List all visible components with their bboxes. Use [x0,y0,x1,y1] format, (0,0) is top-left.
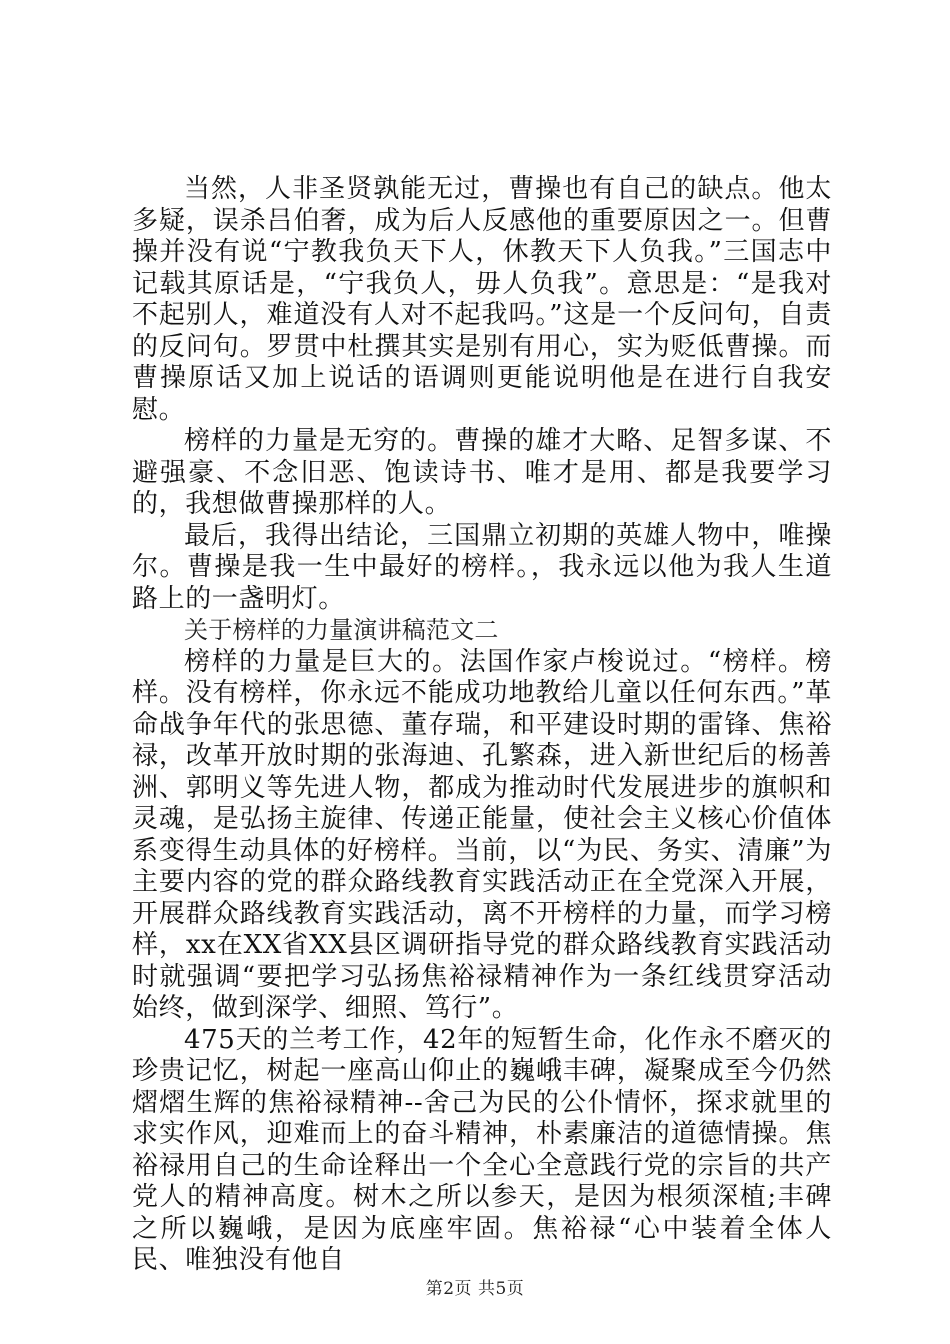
document-body [132,174,832,1277]
section-heading: 关于榜样的力量演讲稿范文二 [184,616,499,644]
paragraph-caocao-flaws: 当然，人非圣贤孰能无过，曹操也有自己的缺点。他太多疑，误杀吕伯奢，成为后人反感他的重要原因之一。但曹操并没有说“宁教我负天下人，休教天下人负我。”三国志中记载其原话是，“宁我负人，毋人负我”。意思是：“是我对不起别人，难道没有人对不起我吗。”这是一个反问句，自责的反问句。罗贯中杜撰其实是别有用心，实为贬低曹操。而曹操原话又加上说话的语调则更能说明他是在进行自我安慰。 [132,174,832,425]
page-footer: 第2页 共5页 [425,1279,525,1299]
paragraph-rousseau-quote: 榜样的力量是巨大的。法国作家卢梭说过。“榜样。榜样。没有榜样，你永远不能成功地教给儿童以任何东西。”革命战争年代的张思德、董存瑞，和平建设时期的雷锋、焦裕禄，改革开放时期的张海迪、孔繁森，进入新世纪后的杨善洲、郭明义等先进人物，都成为推动时代发展进步的旗帜和灵魂，是弘扬主旋律、传递正能量，使社会主义核心价值体系变得生动具体的好榜样。当前，以“为民、务实、清廉”为主要内容的党的群众路线教育实践活动正在全党深入开展，开展群众路线教育实践活动，离不开榜样的力量，而学习榜样，xx在XX省XX县区调研指导党的群众路线教育实践活动时就强调“要把学习弘扬焦裕禄精神作为一条红线贯穿活动始终，做到深学、细照、笃行”。 [132,646,832,1023]
paragraph-role-model-power: 榜样的力量是无穷的。曹操的雄才大略、足智多谋、不避强豪、不念旧恶、饱读诗书、唯才是用、都是我要学习的，我想做曹操那样的人。 [132,426,832,519]
paragraph-conclusion: 最后，我得出结论，三国鼎立初期的英雄人物中，唯操尔。曹操是我一生中最好的榜样。，我永远以他为我人生道路上的一盏明灯。 [132,520,832,614]
paragraph-jiao-yulu: 475天的兰考工作，42年的短暂生命，化作永不磨灭的珍贵记忆，树起一座高山仰止的巍峨丰碑，凝聚成至今仍然熠熠生辉的焦裕禄精神--舍己为民的公仆情怀，探求就里的求实作风，迎难而上的奋斗精神，朴素廉洁的道德情操。焦裕禄用自己的生命诠释出一个全心全意践行党的宗旨的共产党人的精神高度。树木之所以参天，是因为根须深植;丰碑之所以巍峨，是因为底座牢固。焦裕禄“心中装着全体人民、唯独没有他自 [132,1024,832,1275]
